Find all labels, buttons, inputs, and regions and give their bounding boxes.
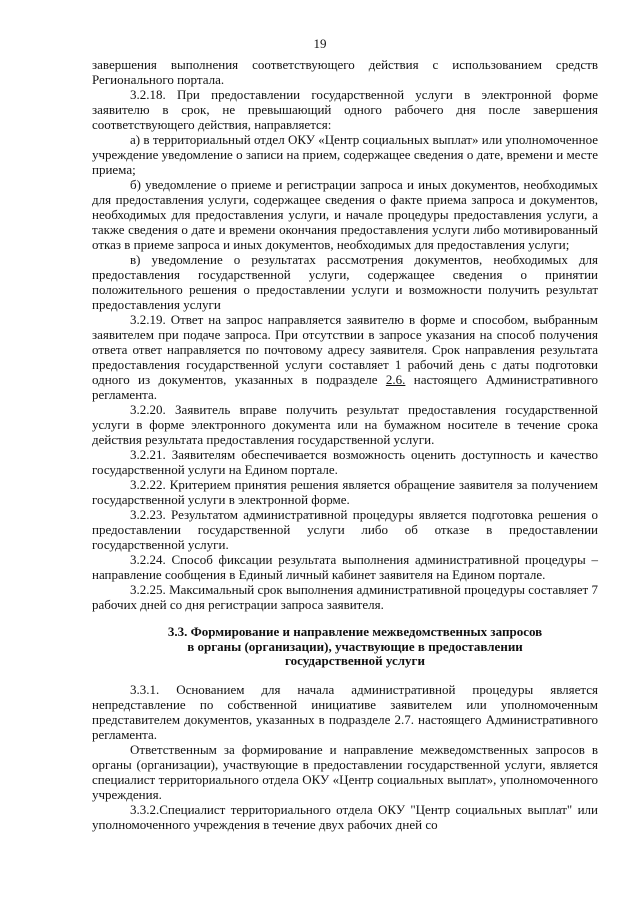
paragraph: в) уведомление о результатах рассмотрения документов, необходимых для предоставления государственной услуги, содержащее сведения о принятии положительного решения о предоставлении услуги и возможности получить результат предоставления услуги: [92, 252, 598, 312]
paragraph-text: 3.2.19. Ответ на запрос направляется заявителю в форме и способом, выбранным заявителем при подаче запроса. При отсутствии в запросе указания на способ получения ответа ответ направляется по почтовому адресу заявителя. Срок направления результата предоставления государственной услуги составляет 1 рабочий день с даты подготовки одного из документов, указанных в подразделе: [92, 312, 598, 387]
heading-line: 3.3. Формирование и направление межведомственных запросов: [167, 624, 543, 639]
paragraph: 3.3.2.Специалист территориального отдела ОКУ "Центр социальных выплат" или уполномоченного учреждения в течение двух рабочих дней со: [92, 801, 598, 832]
paragraph: 3.2.18. При предоставлении государственной услуги в электронной форме заявителю в срок, не превышающий одного рабочего дня после завершения соответствующего действия, направляется:: [92, 87, 598, 132]
paragraph-group-c: [92, 682, 598, 832]
section-heading: [92, 625, 598, 669]
subsection-reference-link[interactable]: 2.6.: [385, 372, 406, 387]
paragraph-group-a: [92, 57, 598, 312]
document-body: [92, 57, 598, 832]
page-number: 19: [313, 36, 327, 51]
heading-line: в органы (организации), участвующие в предоставлении: [187, 638, 523, 654]
paragraph: 3.2.21. Заявителям обеспечивается возможность оценить доступность и качество государственной услуги на Едином портале.: [92, 447, 598, 477]
paragraph: 3.2.25. Максимальный срок выполнения административной процедуры составляет 7 рабочих дней со дня регистрации запроса заявителя.: [92, 582, 598, 612]
heading-line: государственной услуги: [285, 653, 425, 668]
paragraph: а) в территориальный отдел ОКУ «Центр социальных выплат» или уполномоченное учреждение уведомление о записи на прием, содержащее сведения о дате, времени и месте приема;: [92, 132, 598, 177]
paragraph: Ответственным за формирование и направление межведомственных запросов в органы (организации), участвующие в предоставлении государственной услуги, является специалист территориального отдела ОКУ «Центр социальных выплат», уполномоченного учреждения.: [92, 741, 598, 802]
paragraph: 3.2.23. Результатом административной процедуры является подготовка решения о предоставлении государственной услуги либо об отказе в предоставлении государственной услуги.: [92, 507, 598, 552]
paragraph-3-2-19: [92, 312, 598, 402]
paragraph-group-b: [92, 402, 598, 612]
paragraph: 3.2.20. Заявитель вправе получить результат предоставления государственной услуги в форме электронного документа или на бумажном носителе в течение срока действия результата предоставления государственной услуги.: [92, 402, 598, 447]
paragraph: 3.2.22. Критерием принятия решения является обращение заявителя за получением государственной услуги в электронной форме.: [92, 477, 598, 507]
paragraph: завершения выполнения соответствующего действия с использованием средств Регионального портала.: [92, 57, 598, 87]
paragraph: 3.2.24. Способ фиксации результата выполнения административной процедуры – направление сообщения в Единый личный кабинет заявителя на Едином портале.: [92, 552, 598, 582]
paragraph: 3.3.1. Основанием для начала административной процедуры является непредставление по собственной инициативе заявителем или уполномоченным представителем документов, указанных в подразделе 2.7. настоящего Административного регламента.: [92, 681, 598, 742]
paragraph-text: настоящего Административного регламента.: [92, 372, 598, 402]
paragraph: б) уведомление о приеме и регистрации запроса и иных документов, необходимых для предоставления услуги, содержащее сведения о факте приема запроса и документов, необходимых для предоставления услуги, и начале процедуры предоставления услуги, а также сведения о дате и времени окончания предоставления услуги либо мотивированный отказ в приеме запроса и иных документов, необходимых для предоставления услуги;: [92, 177, 598, 252]
